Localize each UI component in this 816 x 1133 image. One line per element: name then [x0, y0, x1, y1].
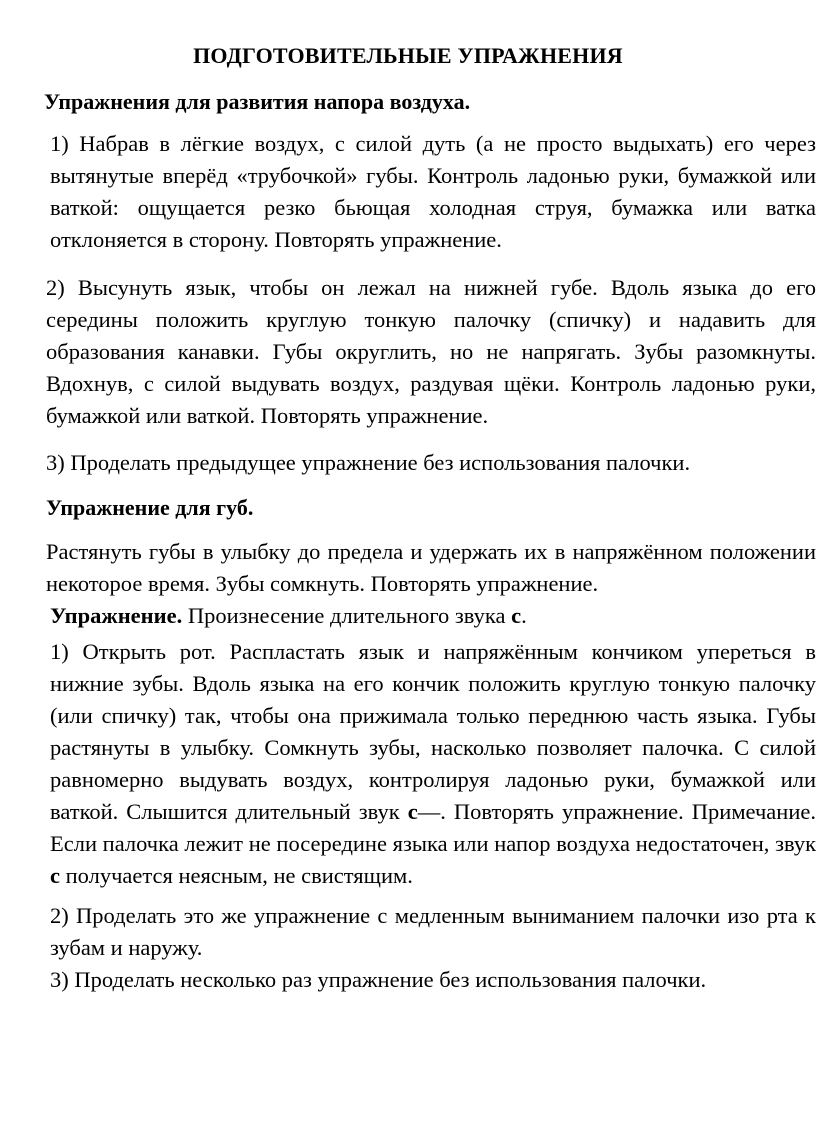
sound-letter-inline: с	[407, 799, 418, 824]
sound-exercise-1-text-c: получается неясным, не свистящим.	[60, 863, 413, 888]
sound-exercise-title: Произнесение длительного звука	[182, 603, 512, 628]
sound-exercise-title-end: .	[521, 603, 527, 628]
exercise-paragraph-3: 3) Проделать предыдущее упражнение без использования палочки.	[46, 450, 691, 475]
sound-exercise-1-text-a: 1) Открыть рот. Распластать язык и напряжённым кончиком упереться в нижние зубы. Вдоль языка на его кончик положить круглую тонкую палочку (или спичку) так, чтобы она прижимала только переднюю часть языка. Губы растянуты в улыбку. Сомкнуть зубы, насколько позволяет палочка. С силой равномерно выдувать воздух, контролируя ладонью руки, бумажкой или ваткой. Слышится длительный звук	[50, 639, 816, 824]
document-title: ПОДГОТОВИТЕЛЬНЫЕ УПРАЖНЕНИЯ	[193, 43, 623, 68]
sound-exercise-paragraph-3: 3) Проделать несколько раз упражнение без использования палочки.	[50, 967, 707, 992]
exercise-paragraph-1: 1) Набрав в лёгкие воздух, с силой дуть (а не просто выдыхать) его через вытянутые вперёд «трубочкой» губы. Контроль ладонью руки, бумажкой или ваткой: ощущается резко бьющая холодная струя, бумажка или ватка отклоняется в сторону. Повторять упражнение.	[50, 131, 816, 252]
sound-exercise-label: Упражнение.	[50, 603, 183, 628]
sound-letter-inline-2: с	[50, 863, 60, 888]
sound-letter: с	[511, 603, 522, 628]
sound-exercise-heading	[50, 600, 816, 632]
section-heading-air-pressure: Упражнения для развития напора воздуха.	[44, 89, 471, 114]
lips-exercise-paragraph: Растянуть губы в улыбку до предела и удержать их в напряжённом положении некоторое время. Зубы сомкнуть. Повторять упражнение.	[46, 539, 816, 596]
sound-exercise-paragraph-1	[50, 636, 816, 892]
sound-exercise-paragraph-2: 2) Проделать это же упражнение с медленным выниманием палочки изо рта к зубам и наружу.	[50, 903, 816, 960]
section-heading-lips: Упражнение для губ.	[46, 495, 254, 520]
sound-exercise-1-text-b: —. Повторять упражнение. Примечание. Если палочка лежит не посередине языка или напор воздуха недостаточен, звук	[50, 799, 816, 856]
exercise-paragraph-2: 2) Высунуть язык, чтобы он лежал на нижней губе. Вдоль языка до его середины положить круглую тонкую палочку (спичку) и надавить для образования канавки. Губы округлить, но не напрягать. Зубы разомкнуты. Вдохнув, с силой выдувать воздух, раздувая щёки. Контроль ладонью руки, бумажкой или ваткой. Повторять упражнение.	[46, 275, 816, 428]
